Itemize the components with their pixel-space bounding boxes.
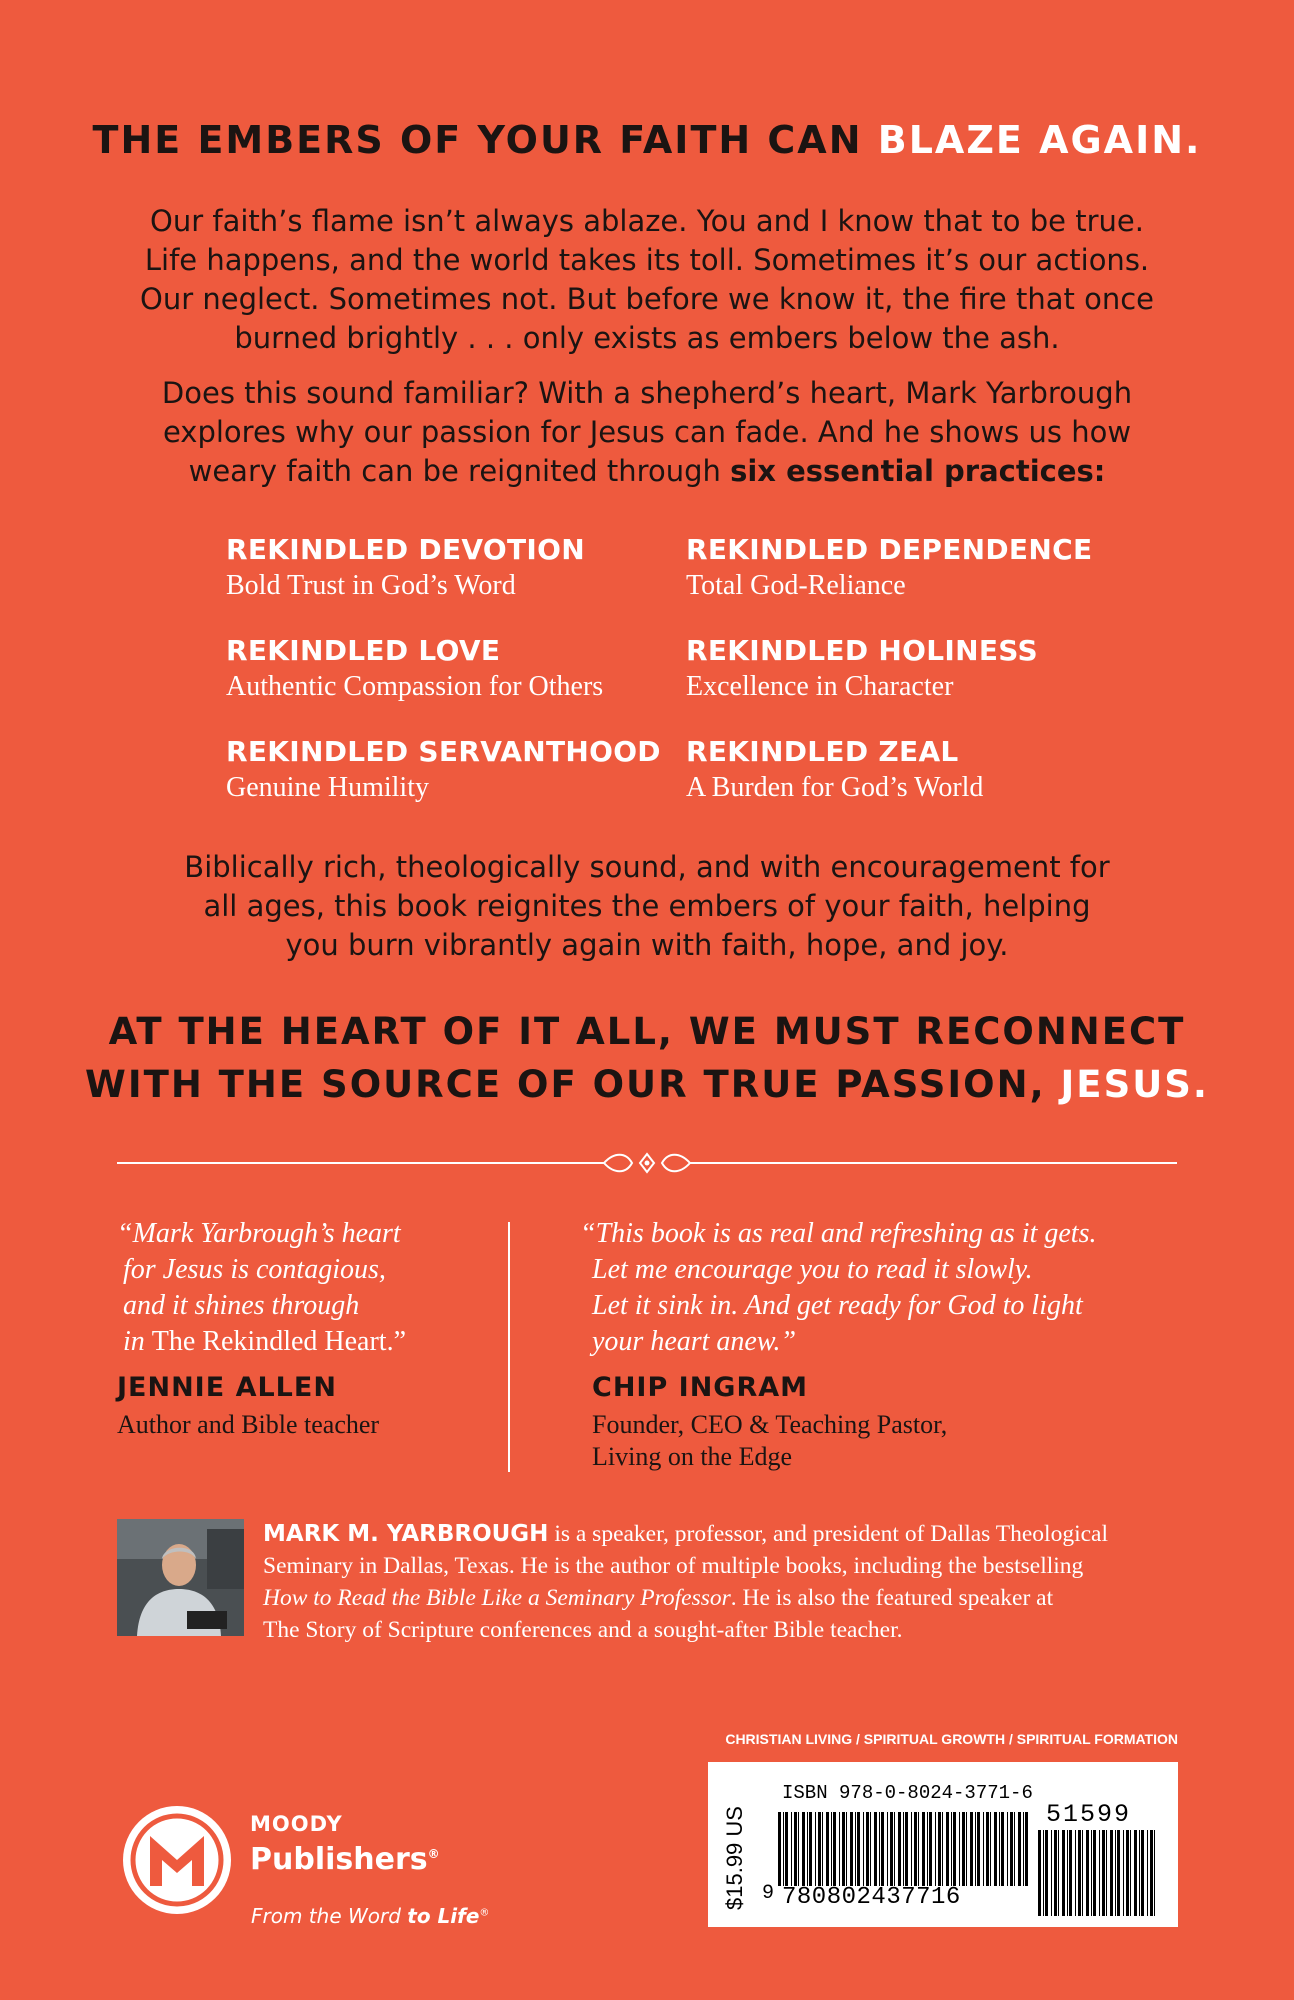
book-title: The Rekindled Heart. — [151, 1326, 394, 1357]
intro-line: Our faith’s flame isn’t always ablaze. You and I know that to be true. — [150, 204, 1144, 238]
endorser-role: Author and Bible teacher — [117, 1410, 380, 1439]
practice-subtitle: Excellence in Character — [686, 671, 954, 702]
practice-title: REKINDLED ZEAL — [686, 735, 959, 768]
barcode-bar — [1078, 1830, 1081, 1916]
second-paragraph — [100, 374, 1194, 491]
practice-subtitle: A Burden for God’s World — [686, 772, 984, 803]
practice-subtitle: Total God-Reliance — [686, 570, 906, 601]
intro-line: Our neglect. Sometimes not. But before we know it, the fire that once — [140, 282, 1154, 316]
endorsement-jennie — [117, 1216, 497, 1441]
closing-line-1: AT THE HEART OF IT ALL, WE MUST RECONNECT — [108, 1010, 1186, 1053]
isbn-text: ISBN 978-0-8024-3771-6 — [782, 1782, 1033, 1804]
barcode-bar — [918, 1812, 919, 1886]
barcode-bar — [1086, 1830, 1089, 1916]
ornament-icon — [600, 1150, 694, 1176]
price-code-digits: 51599 — [1046, 1800, 1132, 1829]
practice-subtitle: Genuine Humility — [226, 772, 429, 803]
author-photo — [117, 1519, 244, 1636]
second-line: Does this sound familiar? With a shepherd’s heart, Mark Yarbrough — [161, 376, 1133, 410]
price-text: $15.99 US — [722, 1806, 747, 1910]
barcode-bar — [946, 1812, 949, 1886]
practice-subtitle: Authentic Compassion for Others — [226, 671, 604, 702]
barcode-bar — [1117, 1830, 1120, 1916]
practice-title: REKINDLED LOVE — [226, 634, 501, 667]
barcode-bar — [911, 1812, 912, 1886]
barcode-bar — [863, 1812, 864, 1886]
third-line: Biblically rich, theologically sound, and with encouragement for — [184, 850, 1110, 884]
practice-item — [686, 735, 1126, 804]
barcode-bar — [1139, 1830, 1140, 1916]
barcode-bar — [870, 1812, 871, 1886]
author-bio: MARK M. YARBROUGH is a speaker, professor, and president of Dallas Theological Seminary in Dallas, Texas. He is the author of multiple books, including the bestselling How to Read the Bible Like a Seminary Professor. He is also the featured speaker at The Story of Scripture conferences and a sought-after Bible teacher. — [263, 1521, 1108, 1643]
barcode-bar — [999, 1812, 1000, 1886]
practice-title: REKINDLED DEVOTION — [226, 533, 585, 566]
ean-digits: 780802437716 — [782, 1884, 961, 1911]
barcode-bar — [983, 1812, 984, 1886]
barcode-bar — [809, 1812, 812, 1886]
practices-emphasis: six essential practices: — [730, 454, 1106, 488]
barcode-bar — [802, 1812, 805, 1886]
intro-paragraph — [100, 202, 1194, 358]
barcode-bar — [1123, 1830, 1124, 1916]
barcode-bar — [1154, 1830, 1155, 1916]
barcode-bar — [1134, 1830, 1137, 1916]
barcode-bar — [903, 1812, 904, 1886]
headline-light: BLAZE AGAIN. — [877, 118, 1202, 162]
divider-right-line — [690, 1162, 1177, 1164]
second-line: explores why our passion for Jesus can fade. And he shows us how — [162, 415, 1132, 449]
barcode-bar — [953, 1812, 956, 1886]
headline-dark: THE EMBERS OF YOUR FAITH CAN — [92, 118, 863, 162]
practice-item — [226, 634, 666, 703]
divider-left-line — [117, 1162, 604, 1164]
barcode-bar — [1001, 1812, 1004, 1886]
endorsement-quote: “This book is as real and refreshing as it gets. Let me encourage you to read it slowly. Let it sink in. And get ready for God to light your heart anew.” — [580, 1218, 1097, 1357]
practice-title: REKINDLED HOLINESS — [686, 634, 1038, 667]
barcode-bar — [1054, 1830, 1057, 1916]
barcode-bar — [887, 1812, 888, 1886]
barcode-bar — [1115, 1830, 1116, 1916]
third-line: you burn vibrantly again with faith, hope, and joy. — [285, 928, 1009, 962]
isbn-barcode — [778, 1812, 1031, 1886]
barcode-bar — [966, 1812, 967, 1886]
barcode-bar — [866, 1812, 869, 1886]
barcode-bar — [807, 1812, 808, 1886]
practice-subtitle: Bold Trust in God’s Word — [226, 570, 516, 601]
barcode-bar — [815, 1812, 816, 1886]
barcode-bar — [1093, 1830, 1096, 1916]
endorser-name: CHIP INGRAM — [592, 1372, 809, 1403]
barcode-bar — [833, 1812, 836, 1886]
barcode-bar — [831, 1812, 832, 1886]
barcode-bar — [1025, 1812, 1028, 1886]
barcode-bar — [778, 1812, 781, 1886]
barcode-bar — [874, 1812, 877, 1886]
barcode-bar — [794, 1812, 797, 1886]
closing-line-2: WITH THE SOURCE OF OUR TRUE PASSION, JESUS. — [85, 1063, 1209, 1106]
practice-item — [226, 533, 666, 602]
barcode-bar — [1018, 1812, 1021, 1886]
closing-jesus: JESUS. — [1060, 1063, 1209, 1106]
barcode-bar — [818, 1812, 821, 1886]
ean-first-digit: 9 — [762, 1882, 775, 1905]
barcode-bar — [1062, 1830, 1065, 1916]
barcode-bar — [857, 1812, 860, 1886]
barcode-bar — [791, 1812, 792, 1886]
barcode-bar — [929, 1812, 932, 1886]
barcode-bar — [1010, 1812, 1013, 1886]
barcode-bar — [839, 1812, 840, 1886]
barcode-bar — [938, 1812, 941, 1886]
practice-item — [686, 533, 1126, 602]
barcode-bar — [1099, 1830, 1100, 1916]
barcode-bar — [1043, 1830, 1044, 1916]
author-name: MARK M. YARBROUGH — [263, 1521, 549, 1547]
third-line: all ages, this book reignites the embers of your faith, helping — [203, 889, 1091, 923]
endorsement-chip — [580, 1216, 1200, 1473]
barcode-bar — [842, 1812, 845, 1886]
barcode-bar — [1110, 1830, 1113, 1916]
barcode-bar — [1014, 1812, 1015, 1886]
barcode-bar — [846, 1812, 847, 1886]
barcode-bar — [1147, 1830, 1148, 1916]
category-label: CHRISTIAN LIVING / SPIRITUAL GROWTH / SPIRITUAL FORMATION — [725, 1731, 1178, 1747]
price-addon-barcode — [1038, 1830, 1156, 1916]
barcode-bar — [935, 1812, 936, 1886]
endorser-name: JENNIE ALLEN — [117, 1372, 337, 1403]
intro-line: burned brightly . . . only exists as embers below the ash. — [234, 321, 1060, 355]
barcode-bar — [1106, 1830, 1107, 1916]
barcode-bar — [881, 1812, 884, 1886]
barcode-bar — [1069, 1830, 1072, 1916]
barcode-bar — [879, 1812, 880, 1886]
practice-item — [686, 634, 1126, 703]
barcode-bar — [1102, 1830, 1105, 1916]
vertical-divider — [508, 1222, 510, 1472]
endorser-role: Founder, CEO & Teaching Pastor, Living on the Edge — [592, 1410, 948, 1471]
barcode-bar — [822, 1812, 823, 1886]
barcode-bar — [990, 1812, 991, 1886]
barcode-bar — [942, 1812, 943, 1886]
headline — [0, 118, 1294, 162]
intro-line: Life happens, and the world takes its toll. Sometimes it’s our actions. — [144, 243, 1150, 277]
barcode-bar — [927, 1812, 928, 1886]
barcode-bar — [994, 1812, 997, 1886]
practice-title: REKINDLED SERVANTHOOD — [226, 735, 661, 768]
barcode-bar — [785, 1812, 788, 1886]
closing-headline — [0, 1005, 1294, 1111]
barcode-bar — [970, 1812, 973, 1886]
barcode-bar — [1141, 1830, 1144, 1916]
second-line: weary faith can be reignited through six essential practices: — [188, 454, 1106, 488]
practice-item — [226, 735, 666, 804]
barcode-bar — [850, 1812, 853, 1886]
barcode-bar — [1045, 1830, 1048, 1916]
barcode-bar — [890, 1812, 893, 1886]
barcode-bar — [1150, 1830, 1153, 1916]
barcode-bar — [855, 1812, 856, 1886]
barcode-bar — [894, 1812, 895, 1886]
barcode-bar — [1058, 1830, 1059, 1916]
barcode-bar — [914, 1812, 917, 1886]
barcode-bar — [1067, 1830, 1068, 1916]
barcode-bar — [986, 1812, 989, 1886]
barcode-bar — [959, 1812, 960, 1886]
barcode-bar — [951, 1812, 952, 1886]
barcode-bar — [783, 1812, 784, 1886]
barcode-bar — [1007, 1812, 1008, 1886]
publisher-tagline: From the Word to Life® — [251, 1904, 490, 1928]
practice-title: REKINDLED DEPENDENCE — [686, 533, 1093, 566]
moody-logo-icon — [117, 1800, 237, 1920]
barcode-bar — [1075, 1830, 1076, 1916]
barcode-bar — [1082, 1830, 1083, 1916]
third-paragraph — [100, 848, 1194, 965]
bestselling-title: How to Read the Bible Like a Seminary Professor — [263, 1585, 731, 1611]
barcode-bar — [1091, 1830, 1092, 1916]
barcode-bar — [922, 1812, 925, 1886]
barcode-bar — [977, 1812, 980, 1886]
barcode-bar — [1126, 1830, 1129, 1916]
barcode-bar — [905, 1812, 908, 1886]
barcode-bar — [798, 1812, 799, 1886]
barcode-bar — [975, 1812, 976, 1886]
barcode-bar — [1038, 1830, 1041, 1916]
barcode-bar — [1023, 1812, 1024, 1886]
publisher-name: MOODY Publishers® — [250, 1812, 440, 1877]
barcode-bar — [898, 1812, 901, 1886]
barcode-bar — [1051, 1830, 1052, 1916]
barcode-bar — [826, 1812, 829, 1886]
barcode-bar — [1130, 1830, 1131, 1916]
endorsement-quote: “Mark Yarbrough’s heart for Jesus is contagious, and it shines through in The Rekindled Heart.” — [117, 1218, 407, 1357]
barcode-bar — [962, 1812, 965, 1886]
